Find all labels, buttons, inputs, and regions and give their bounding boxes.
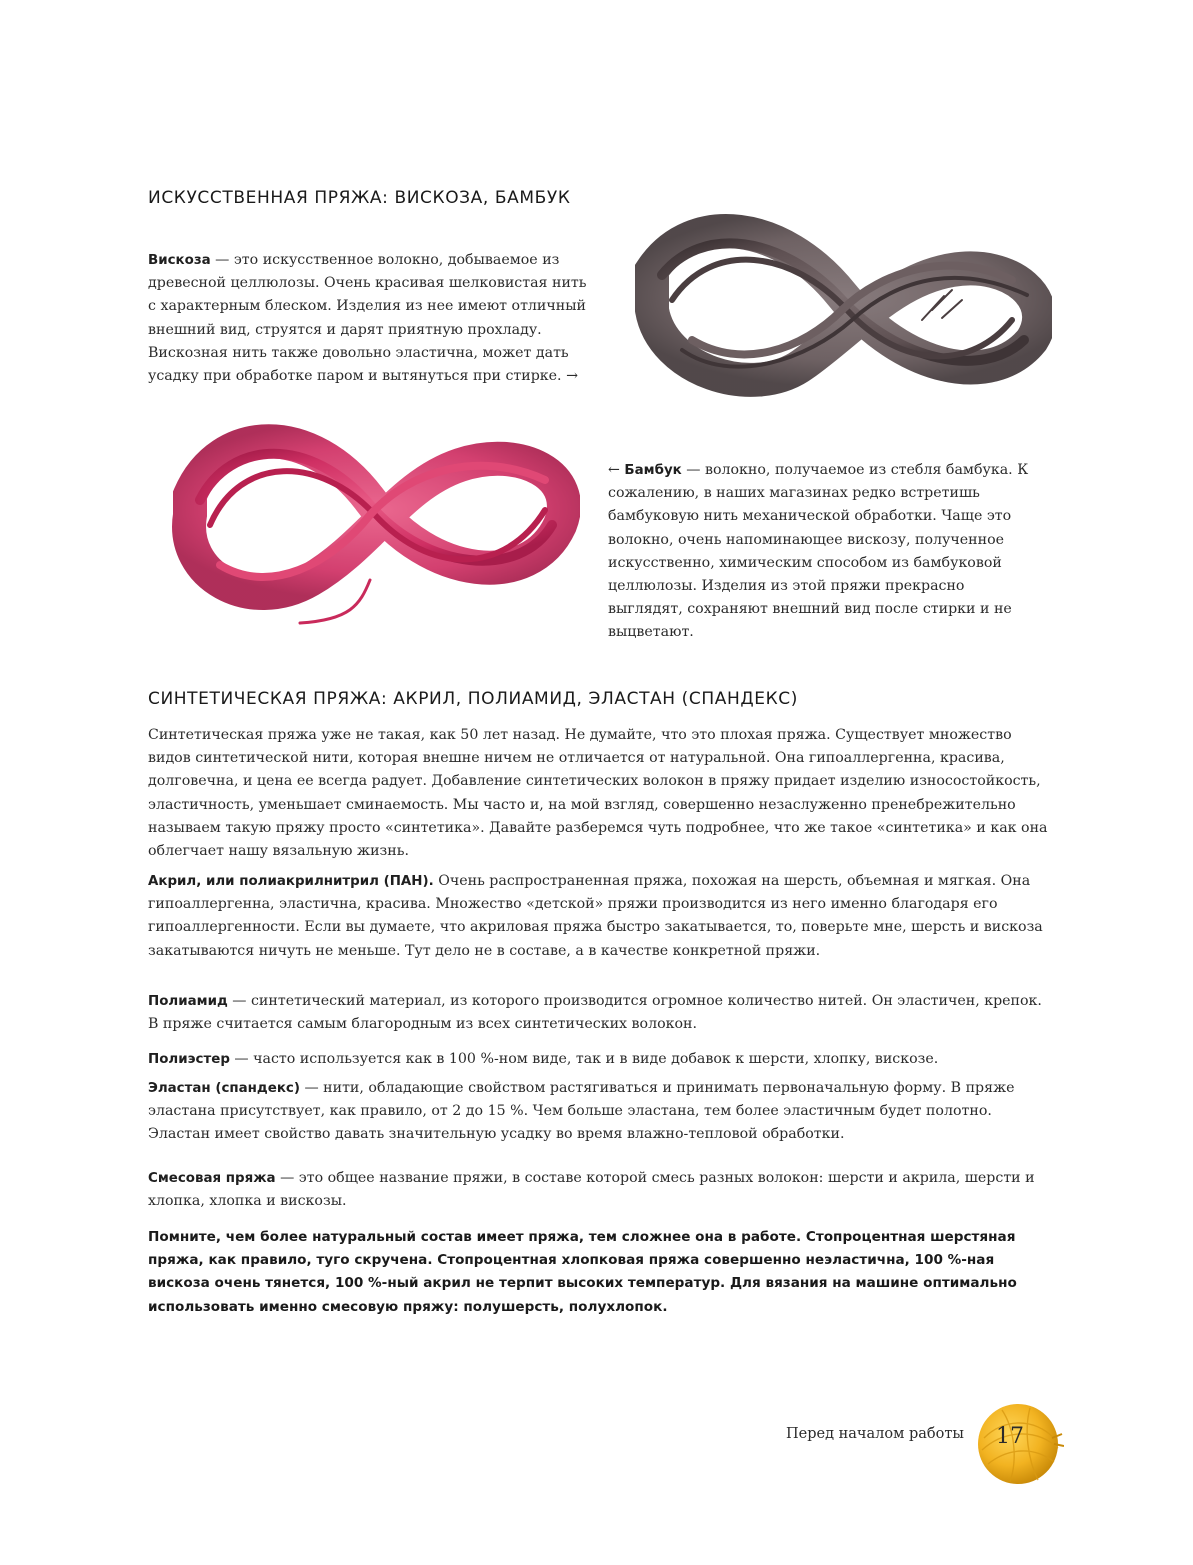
elastane-term: Эластан (спандекс) bbox=[148, 1081, 300, 1096]
polyester-term: Полиэстер bbox=[148, 1052, 230, 1067]
polyamide-text: — синтетический материал, из которого производится огромное количество нитей. Он эластичен, крепок. В пряже считается самым благородным из всех синтетических волокон. bbox=[148, 993, 1042, 1033]
viscose-term: Вискоза bbox=[148, 253, 211, 268]
elastane-paragraph bbox=[148, 1077, 1048, 1147]
synthetic-intro: Синтетическая пряжа уже не такая, как 50 лет назад. Не думайте, что это плохая пряжа. Существует множество видов синтетической нити, которая внешне ничем не отличается от натуральной. Она гипоаллергенна, красива, долговечна, и цена ее всегда радует. Добавление синтетических волокон в пряжу придает изделию износостойкость, эластичность, уменьшает сминаемость. Мы часто и, на мой взгляд, совершенно незаслуженно пренебрежительно называем такую пряжу просто «синтетика». Давайте разберемся чуть подробнее, что же такое «синтетика» и как она облегчает нашу вязальную жизнь. bbox=[148, 727, 1048, 860]
important-note: Помните, чем более натуральный состав имеет пряжа, тем сложнее она в работе. Стопроцентная шерстяная пряжа, как правило, туго скручена. Стопроцентная хлопковая пряжа совершенно неэластична, 100 %-ная вискоза очень тянется, 100 %-ный акрил не терпит высоких температур. Для вязания на машине оптимально использовать именно смесовую пряжу: полушерсть, полухлопок. bbox=[148, 1229, 1017, 1315]
section-heading-synthetic: СИНТЕТИЧЕСКАЯ ПРЯЖА: АКРИЛ, ПОЛИАМИД, ЭЛАСТАН (СПАНДЕКС) bbox=[148, 689, 798, 709]
polyester-paragraph bbox=[148, 1048, 1048, 1071]
viscose-text: — это искусственное волокно, добываемое из древесной целлюлозы. Очень красивая шелковистая нить с характерным блеском. Изделия из нее имеют отличный внешний вид, струятся и дарят приятную прохладу. Вискозная нить также довольно эластична, может дать усадку при обработке паром и вытянуться при стирке. → bbox=[148, 252, 587, 385]
acrylic-text: Очень распространенная пряжа, похожая на шерсть, объемная и мягкая. Она гипоаллергенна, эластична, красива. Множество «детской» пряжи производится из него именно благодаря его гипоаллергенности. Если вы думаете, что акриловая пряжа быстро закатывается, то, поверьте мне, шерсть и вискоза закатываются ничуть не меньше. Тут дело не в составе, а в качестве конкретной пряжи. bbox=[148, 873, 1043, 959]
bamboo-skein-image bbox=[160, 415, 580, 630]
bamboo-paragraph bbox=[608, 459, 1038, 645]
acrylic-paragraph bbox=[148, 870, 1048, 963]
section-heading-artificial: ИСКУССТВЕННАЯ ПРЯЖА: ВИСКОЗА, БАМБУК bbox=[148, 188, 571, 208]
polyamide-term: Полиамид bbox=[148, 994, 228, 1009]
polyamide-paragraph bbox=[148, 990, 1048, 1036]
page-number: 17 bbox=[996, 1424, 1024, 1449]
bamboo-term: Бамбук bbox=[624, 463, 682, 478]
blended-paragraph bbox=[148, 1167, 1048, 1213]
left-arrow-icon: ← bbox=[608, 462, 625, 478]
blended-term: Смесовая пряжа bbox=[148, 1171, 276, 1186]
viscose-skein-image bbox=[632, 200, 1052, 410]
viscose-paragraph bbox=[148, 249, 590, 388]
footer-section-title: Перед началом работы bbox=[786, 1426, 964, 1442]
elastane-text: — нити, обладающие свойством растягиваться и принимать первоначальную форму. В пряже эластана присутствует, как правило, от 2 до 15 %. Чем больше эластана, тем более эластичным будет полотно. Эластан имеет свойство давать значительную усадку во время влажно-тепловой обработки. bbox=[148, 1080, 1015, 1143]
blended-text: — это общее название пряжи, в составе которой смесь разных волокон: шерсти и акрила, шерсти и хлопка, хлопка и вискозы. bbox=[148, 1170, 1035, 1210]
bamboo-text: — волокно, получаемое из стебля бамбука. К сожалению, в наших магазинах редко встретишь бамбуковую нить механической обработки. Чаще это волокно, очень напоминающее вискозу, полученное искусственно, химическим способом из бамбуковой целлюлозы. Изделия из этой пряжи прекрасно выглядят, сохраняют внешний вид после стирки и не выцветают. bbox=[608, 462, 1029, 641]
acrylic-term: Акрил, или полиакрилнитрил (ПАН). bbox=[148, 874, 434, 889]
polyester-text: — часто используется как в 100 %-ном виде, так и в виде добавок к шерсти, хлопку, вискозе. bbox=[229, 1051, 939, 1067]
